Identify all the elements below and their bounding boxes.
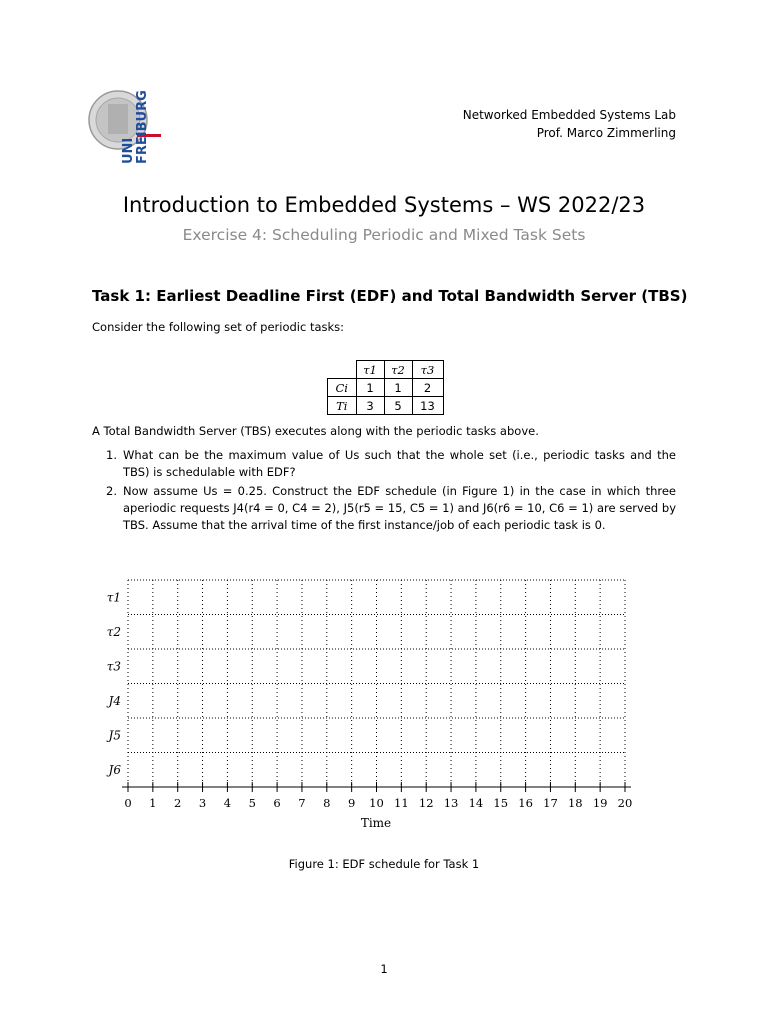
- x-tick-label: 0: [124, 796, 132, 810]
- x-tick-label: 17: [543, 796, 558, 810]
- x-tick-label: 6: [273, 796, 281, 810]
- x-tick-label: 8: [323, 796, 331, 810]
- task-intro: Consider the following set of periodic tasks:: [92, 320, 345, 334]
- row-label: J6: [108, 762, 121, 777]
- row-label: J4: [108, 693, 121, 708]
- figure-caption: Figure 1: EDF schedule for Task 1: [288, 857, 480, 871]
- x-tick-label: 12: [418, 796, 434, 810]
- x-tick-label: 5: [248, 796, 256, 810]
- table-header-cell: τ3: [412, 361, 443, 379]
- question-text: What can be the maximum value of Us such that the whole set (i.e., periodic tasks and the TBS) is schedulable with EDF?: [123, 448, 676, 479]
- table-cell: 13: [412, 397, 443, 415]
- lab-name: Networked Embedded Systems Lab: [462, 108, 676, 122]
- table-header-cell: τ1: [356, 361, 384, 379]
- x-tick-label: 7: [298, 796, 306, 810]
- x-tick-label: 20: [617, 796, 633, 810]
- table-cell: 5: [384, 397, 412, 415]
- x-tick-label: 3: [198, 796, 207, 810]
- row-label: τ3: [106, 659, 121, 674]
- svg-text:FREIBURG: FREIBURG: [135, 90, 150, 164]
- x-tick-label: 15: [493, 796, 509, 810]
- svg-text:UNI: UNI: [121, 137, 136, 164]
- row-label: τ2: [106, 624, 121, 639]
- x-tick-label: 16: [518, 796, 533, 810]
- question-number: 1.: [106, 448, 117, 462]
- question-text: Now assume Us = 0.25. Construct the EDF schedule (in Figure 1) in the case in which three aperiodic requests J4(r4 = 0, C4 = 2), J5(r5 = 15, C5 = 1) and J6(r6 = 10, C6 = 1) are served by TBS. Assume that the arrival time of the first instance/job of each periodic task is 0.: [123, 484, 676, 532]
- x-tick-label: 10: [369, 796, 384, 810]
- page-number: 1: [380, 962, 388, 976]
- x-tick-label: 11: [394, 796, 409, 810]
- table-cell: 2: [412, 379, 443, 397]
- row-label: τ1: [106, 590, 121, 605]
- x-tick-label: 2: [174, 796, 182, 810]
- table-cell: 3: [356, 397, 384, 415]
- x-tick-label: 19: [592, 796, 608, 810]
- page-title: Introduction to Embedded Systems – WS 2022/23: [122, 193, 646, 217]
- table-row-label: Ti: [328, 397, 357, 415]
- x-tick-label: 18: [567, 796, 583, 810]
- x-tick-label: 4: [223, 796, 232, 810]
- x-tick-label: 9: [347, 796, 356, 810]
- x-axis-label: Time: [360, 816, 392, 830]
- row-label: J5: [108, 728, 121, 743]
- task-heading: Task 1: Earliest Deadline First (EDF) and Total Bandwidth Server (TBS): [92, 287, 688, 305]
- tbs-description: A Total Bandwidth Server (TBS) executes along with the periodic tasks above.: [92, 424, 539, 438]
- table-row-label: Ci: [328, 379, 357, 397]
- table-header-cell: τ2: [384, 361, 412, 379]
- professor-name: Prof. Marco Zimmerling: [536, 126, 676, 140]
- table-cell: 1: [384, 379, 412, 397]
- x-tick-label: 1: [149, 796, 157, 810]
- table-cell: 1: [356, 379, 384, 397]
- question-number: 2.: [106, 484, 117, 498]
- x-tick-label: 14: [468, 796, 484, 810]
- x-tick-label: 13: [443, 796, 459, 810]
- page-subtitle: Exercise 4: Scheduling Periodic and Mixed Task Sets: [182, 226, 586, 244]
